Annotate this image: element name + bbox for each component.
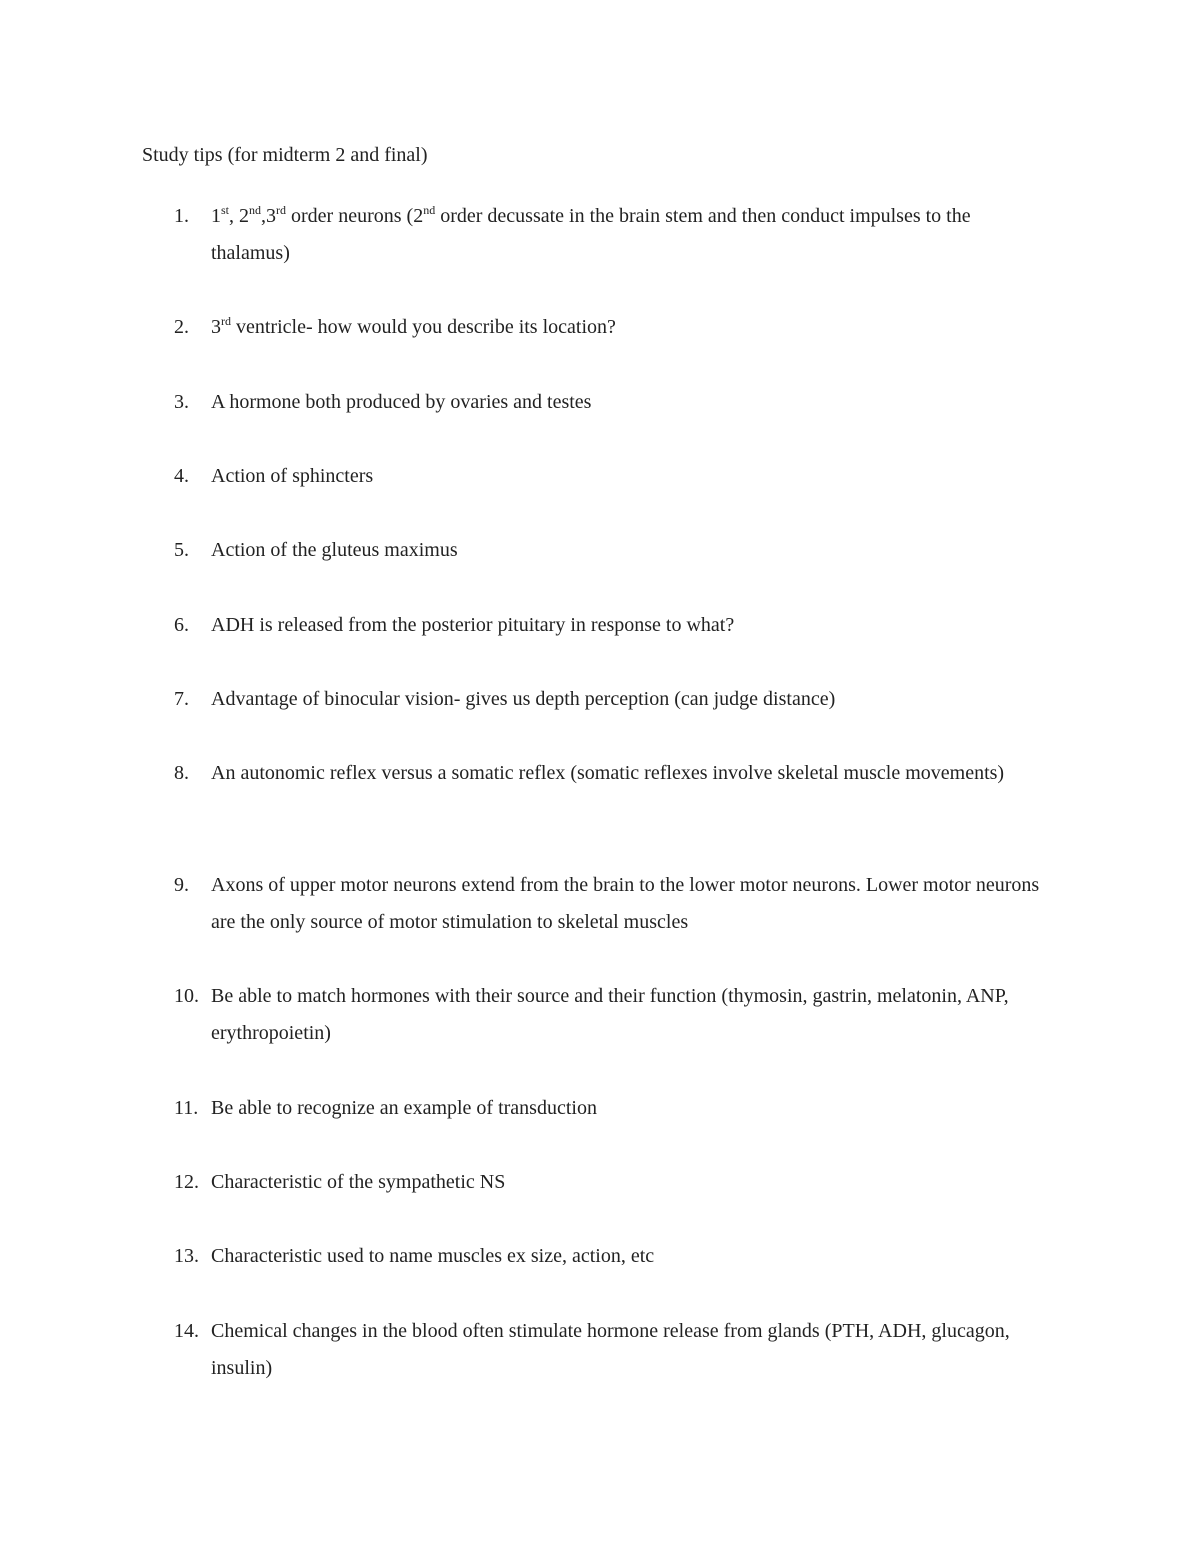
list-item-number: 9.	[174, 874, 189, 896]
list-item-text: Action of sphincters	[211, 465, 374, 487]
list-item-number: 13.	[174, 1245, 199, 1267]
list-item-text: 1st, 2nd,3rd order neurons (2nd order decussate in the brain stem and then conduct impulses to the thalamus)	[211, 203, 971, 264]
list-item-text: Advantage of binocular vision- gives us depth perception (can judge distance)	[211, 688, 836, 710]
list-item-text: An autonomic reflex versus a somatic reflex (somatic reflexes involve skeletal muscle movements)	[211, 762, 1005, 784]
list-item-text: A hormone both produced by ovaries and testes	[211, 391, 592, 413]
list-item-number: 6.	[174, 614, 189, 636]
list-item-number: 14.	[174, 1320, 199, 1342]
list-item-text: Action of the gluteus maximus	[211, 539, 458, 561]
list-item-text: Be able to recognize an example of transduction	[211, 1097, 597, 1119]
list-item-text: Be able to match hormones with their source and their function (thymosin, gastrin, melatonin, ANP, erythropoietin)	[211, 985, 1009, 1044]
list-item-text: Characteristic used to name muscles ex size, action, etc	[211, 1245, 655, 1267]
list-item-number: 1.	[174, 205, 189, 227]
list-item-text: Axons of upper motor neurons extend from the brain to the lower motor neurons. Lower motor neurons are the only source of motor stimulation to skeletal muscles	[211, 874, 1040, 933]
list-item-number: 11.	[174, 1097, 199, 1119]
list-item-number: 7.	[174, 688, 189, 710]
list-item-number: 12.	[174, 1171, 199, 1193]
list-item-number: 2.	[174, 316, 189, 338]
list-item-number: 5.	[174, 539, 189, 561]
list-item-number: 4.	[174, 465, 189, 487]
list-item-text: ADH is released from the posterior pituitary in response to what?	[211, 614, 735, 636]
list-item-text: Chemical changes in the blood often stimulate hormone release from glands (PTH, ADH, glucagon, insulin)	[211, 1320, 1010, 1379]
list-item-number: 8.	[174, 762, 189, 784]
list-item-text: 3rd ventricle- how would you describe its location?	[211, 314, 616, 338]
list-item-number: 3.	[174, 391, 189, 413]
list-item-text: Characteristic of the sympathetic NS	[211, 1171, 506, 1193]
list-item-number: 10.	[174, 985, 199, 1007]
page-title: Study tips (for midterm 2 and final)	[142, 144, 428, 166]
